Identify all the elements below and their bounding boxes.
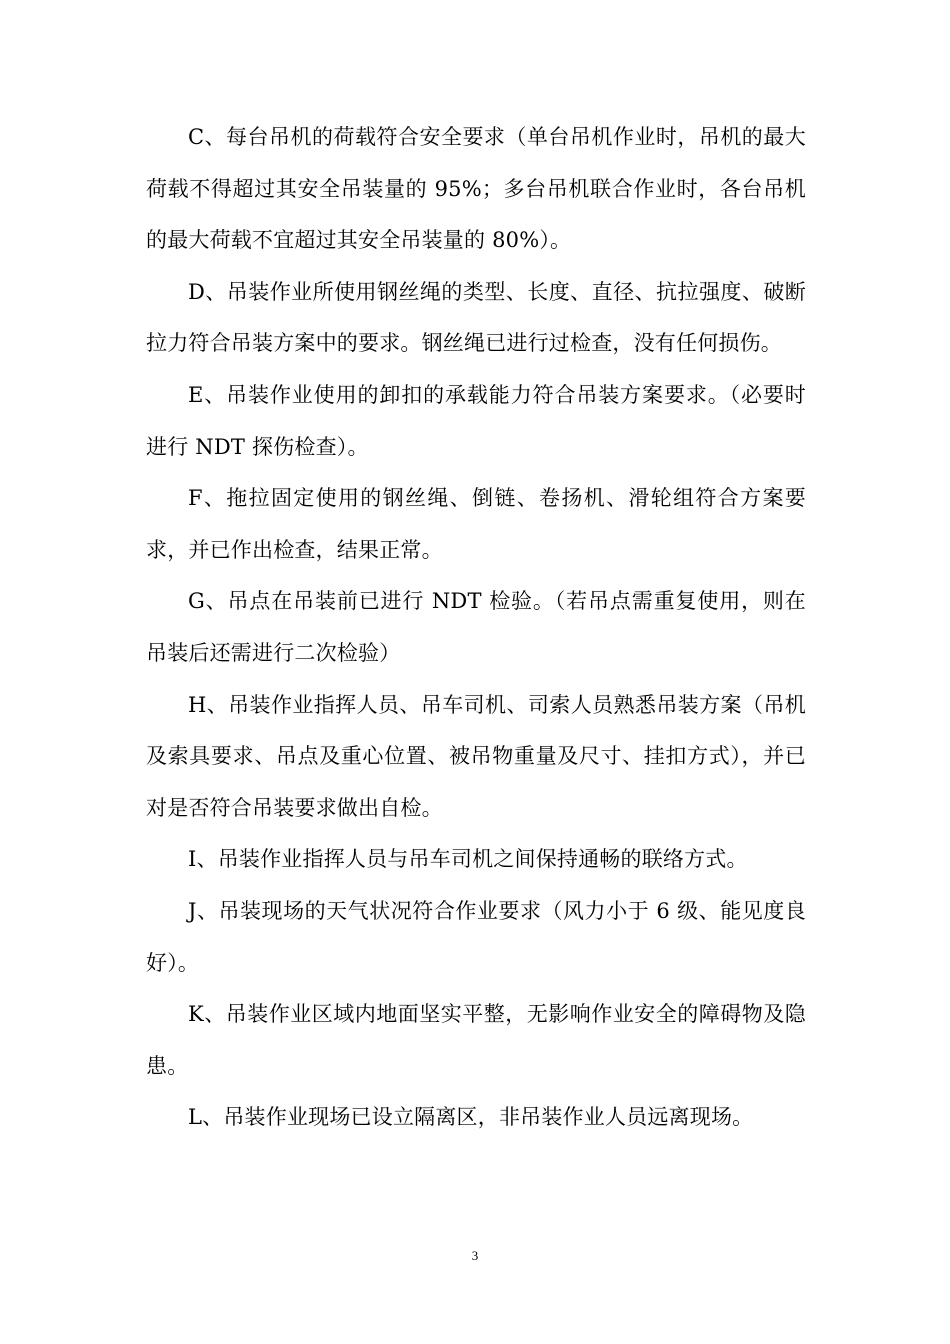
paragraph-j: J、吊装现场的天气状况符合作业要求（风力小于 6 级、能见度良好）。: [146, 898, 806, 975]
body-text: [146, 112, 806, 1144]
paragraph-f: F、拖拉固定使用的钢丝绳、倒链、卷扬机、滑轮组符合方案要求，并已作出检查，结果正常。: [146, 486, 806, 562]
paragraph-e: E、吊装作业使用的卸扣的承载能力符合吊装方案要求。（必要时进行 NDT 探伤检查）。: [146, 382, 806, 459]
page-number: 3: [471, 1248, 479, 1263]
paragraph-c: C、每台吊机的荷载符合安全要求（单台吊机作业时，吊机的最大荷载不得超过其安全吊装量的 95%；多台吊机联合作业时，各台吊机的最大荷载不宜超过其安全吊装量的 80%）。: [146, 125, 806, 253]
paragraph-h: H、吊装作业指挥人员、吊车司机、司索人员熟悉吊装方案（吊机及索具要求、吊点及重心位置、被吊物重量及尺寸、挂扣方式），并已对是否符合吊装要求做出自检。: [146, 692, 806, 820]
paragraph-d: D、吊装作业所使用钢丝绳的类型、长度、直径、抗拉强度、破断拉力符合吊装方案中的要求。钢丝绳已进行过检查，没有任何损伤。: [146, 279, 806, 356]
paragraph-i: I、吊装作业指挥人员与吊车司机之间保持通畅的联络方式。: [188, 847, 748, 872]
paragraph-g: G、吊点在吊装前已进行 NDT 检验。（若吊点需重复使用，则在吊装后还需进行二次检验）: [146, 589, 806, 665]
paragraph-l: L、吊装作业现场已设立隔离区，非吊装作业人员远离现场。: [188, 1105, 754, 1130]
paragraph-k: K、吊装作业区域内地面坚实平整，无影响作业安全的障碍物及隐患。: [146, 1002, 806, 1078]
